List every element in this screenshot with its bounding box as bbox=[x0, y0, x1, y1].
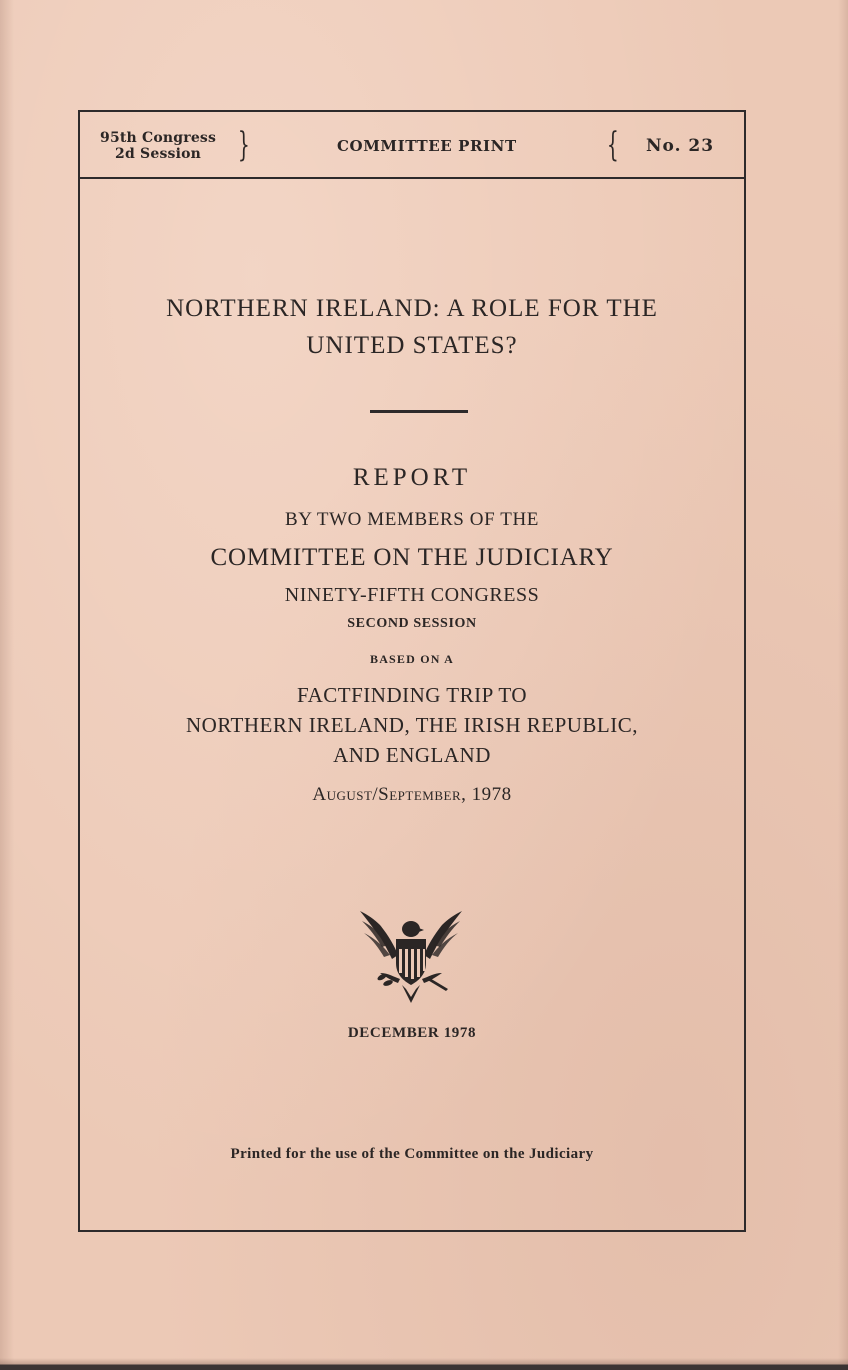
cover-right-edge bbox=[838, 0, 848, 1370]
cover-bottom-edge bbox=[0, 1358, 848, 1370]
report-based-on: BASED ON A bbox=[369, 652, 455, 666]
print-number: No. 23 bbox=[646, 136, 715, 156]
session-label: 2d Session bbox=[115, 146, 202, 162]
title-line-2: UNITED STATES? bbox=[306, 332, 518, 359]
trip-line-2: NORTHERN IRELAND, THE IRISH REPUBLIC, bbox=[185, 713, 638, 737]
report-committee: COMMITTEE ON THE JUDICIARY bbox=[210, 544, 614, 571]
footer-note: Printed for the use of the Committee on the Judiciary bbox=[230, 1146, 594, 1162]
report-by: BY TWO MEMBERS OF THE bbox=[285, 509, 539, 530]
report-heading: REPORT bbox=[352, 464, 472, 491]
cover-content bbox=[80, 112, 744, 1230]
cover-frame bbox=[78, 110, 746, 1232]
trip-line-3: AND ENGLAND bbox=[333, 743, 491, 767]
right-brace-icon: } bbox=[237, 125, 250, 165]
trip-dates: August/September, 1978 bbox=[312, 784, 512, 805]
print-type: COMMITTEE PRINT bbox=[337, 137, 517, 155]
report-congress: NINETY-FIFTH CONGRESS bbox=[284, 584, 540, 606]
trip-line-1: FACTFINDING TRIP TO bbox=[296, 683, 528, 707]
title-line-1: NORTHERN IRELAND: A ROLE FOR THE bbox=[166, 295, 658, 322]
left-brace-icon: { bbox=[606, 125, 619, 165]
publication-date: DECEMBER 1978 bbox=[347, 1025, 477, 1041]
report-session: SECOND SESSION bbox=[347, 616, 477, 631]
cover-left-edge bbox=[0, 0, 14, 1370]
eagle-seal-icon bbox=[358, 907, 464, 1007]
divider-rule bbox=[370, 410, 468, 413]
congress-label: 95th Congress bbox=[100, 130, 217, 146]
